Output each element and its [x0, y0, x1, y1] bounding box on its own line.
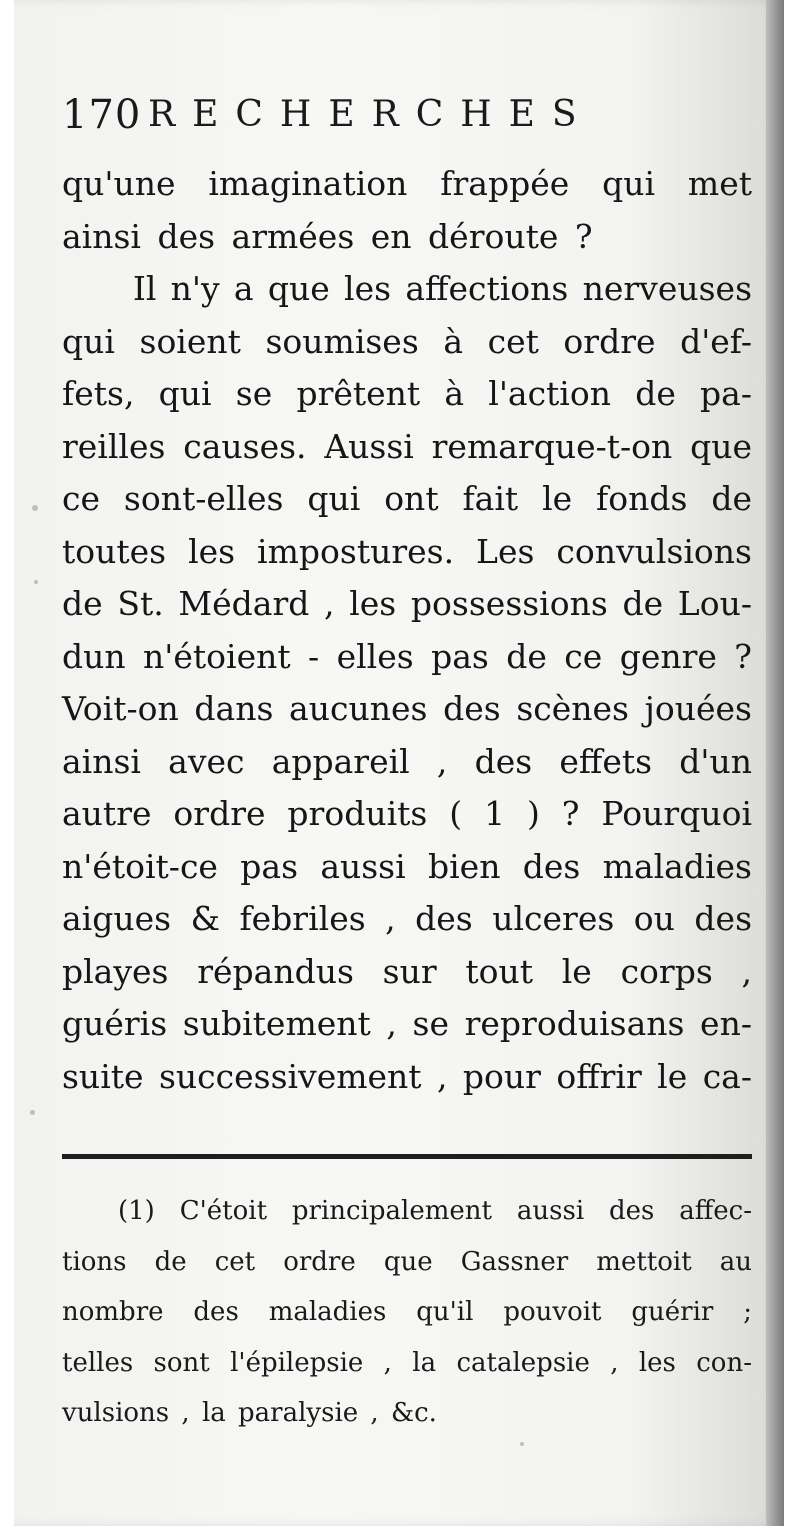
paper-speck — [32, 505, 38, 511]
paper-speck — [30, 1110, 35, 1115]
footnote-line: telles sont l'épilepsie , la catalepsie , les con- — [62, 1347, 752, 1378]
text-line: playes répandus sur tout le corps , — [62, 951, 752, 991]
book-page — [14, 0, 784, 1526]
text-line: toutes les impostures. Les convulsions — [62, 531, 752, 571]
body-text — [62, 158, 752, 1103]
footnote-line: (1) C'étoit principalement aussi des affec- — [118, 1196, 752, 1226]
text-line: ainsi des armées en déroute ? — [62, 216, 593, 256]
text-line: Il n'y a que les affections nerveuses — [90, 269, 752, 308]
running-title: RECHERCHES — [148, 94, 594, 135]
text-line: fets, qui se prêtent à l'action de pa- — [62, 374, 752, 413]
text-line: reilles causes. Aussi remarque-t-on que — [62, 426, 752, 466]
page-edge-shadow — [766, 0, 784, 1526]
text-line: qu'une imagination frappée qui met — [62, 164, 752, 203]
page-number: 170 — [62, 92, 142, 138]
text-line: ce sont-elles qui ont fait le fonds de — [62, 479, 752, 518]
paper-speck — [34, 580, 38, 584]
running-head — [62, 92, 762, 142]
text-line: autre ordre produits ( 1 ) ? Pourquoi — [62, 794, 752, 833]
footnote-line: tions de cet ordre que Gassner mettoit au — [62, 1246, 752, 1277]
text-line: Voit-on dans aucunes des scènes jouées — [62, 689, 752, 728]
text-line: aigues & febriles , des ulceres ou des — [62, 899, 752, 938]
text-line: dun n'étoient - elles pas de ce genre ? — [62, 636, 752, 676]
text-line: de St. Médard , les possessions de Lou- — [62, 584, 752, 623]
text-line: ainsi avec appareil , des effets d'un — [62, 741, 752, 781]
footnote-line: nombre des maladies qu'il pouvoit guérir ; — [62, 1297, 752, 1327]
footnote-rule — [62, 1154, 752, 1159]
footnote — [62, 1186, 752, 1439]
paper-speck — [520, 1442, 524, 1446]
text-line: n'étoit-ce pas aussi bien des maladies — [62, 846, 752, 886]
text-line: guéris subitement , se reproduisans en- — [62, 1004, 752, 1043]
text-line: suite successivement , pour offrir le ca- — [62, 1056, 752, 1096]
text-line: qui soient soumises à cet ordre d'ef- — [62, 321, 752, 361]
footnote-line: vulsions , la paralysie , &c. — [62, 1398, 437, 1428]
